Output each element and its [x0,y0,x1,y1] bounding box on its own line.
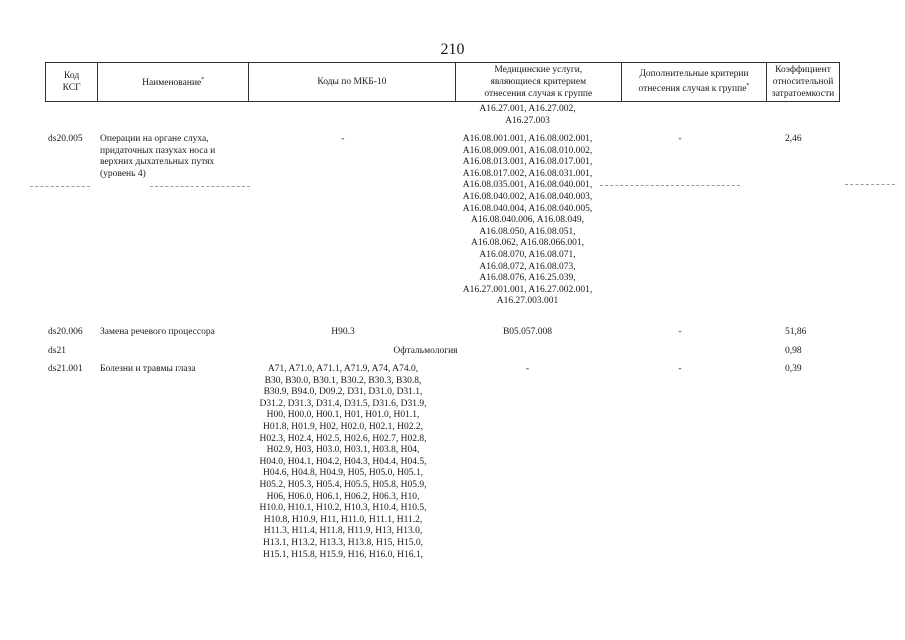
scan-artifact-line [150,186,250,188]
header-services-text: Медицинские услуги, являющиеся критерием отнесения случая к группе [484,65,593,99]
row-services: - [525,364,530,374]
row-code: ds20.005 [48,134,83,144]
scan-artifact-line [30,186,90,188]
row-mkb: H90.3 [331,327,355,337]
row-coefficient: 0,39 [785,364,802,374]
header-mkb-text: Коды по МКБ-10 [317,77,387,87]
row-code: ds21 [48,346,66,356]
row-extra: - [678,364,682,374]
row-mkb: - [341,134,345,144]
header-extra-footnote-mark: * [746,83,750,90]
row-name: Операции на органе слуха, придаточных пазухах носа и верхних дыхательных путях (уровень 4) [100,134,216,179]
row-mkb: A71, A71.0, A71.1, A71.9, A74, A74.0, B30, B30.0, B30.1, B30.2, B30.3, B30.8, B30.9, B94.0, D09.2, D31, D31.0, D31.1, D31.2, D31.3, D31.4, D31.5, D31.6, D31.9, H00, H00.0, H00.1, H01, H01.0, H01.1, H01.8, H01.9, H02, H02.0, H02.1, H02.2, H02.3, H02.4, H02.5, H02.6, H02.7, H02.8, H02.9, H03, H03.0, H03.1, H03.8, H04, H04.0, H04.1, H04.2, H04.3, H04.4, H04.5, H04.6, H04.8, H04.9, H05, H05.0, H05.1, H05.2, H05.3, H05.4, H05.5, H05.8, H05.9, H06, H06.0, H06.1, H06.2, H06.3, H10, H10.0, H10.1, H10.2, H10.3, H10.4, H10.5, H10.8, H10.9, H11, H11.0, H11.1, H11.2, H11.3, H11.4, H11.8, H11.9, H13, H13.0, H13.1, H13.2, H13.3, H13.8, H15, H15.0, H15.1, H15.8, H15.9, H16, H16.0, H16.1, [259,364,427,560]
header-name [98,63,249,102]
chapter-title: Офтальмология [393,346,458,356]
scan-artifact-line [600,185,740,187]
row-name: Болезни и травмы глаза [100,364,196,374]
row-code: ds21.001 [48,364,83,374]
header-name-footnote-mark: * [201,77,205,84]
header-name-text: Наименование [142,78,202,89]
header-coefficient [767,63,840,102]
carry-over-services: A16.27.001, A16.27.002, A16.27.003 [479,104,576,126]
row-coefficient: 51,86 [785,327,807,337]
scan-artifact-line [845,184,895,186]
header-code [46,63,98,102]
row-name: Замена речевого процессора [100,327,215,337]
row-coefficient: 2,46 [785,134,802,144]
header-code-text: Код КСГ [62,71,81,93]
row-coefficient: 0,98 [785,346,802,356]
row-extra: - [678,327,682,337]
row-services: A16.08.001.001, A16.08.002.001, A16.08.009.001, A16.08.010.002, A16.08.013.001, A16.08.017.001, A16.08.017.002, A16.08.031.001, A16.08.035.001, A16.08.040.001, A16.08.040.002, A16.08.040.003, A16.08.040.004, A16.08.040.005, A16.08.040.006, A16.08.049, A16.08.050, A16.08.051, A16.08.062, A16.08.066.001, A16.08.070, A16.08.071, A16.08.072, A16.08.073, A16.08.076, A16.25.039, A16.27.001.001, A16.27.002.001, A16.27.003.001 [462,134,593,307]
header-coef-text: Коэффициент относительной затратоемкости [771,65,835,99]
table-header [45,62,840,102]
row-services: B05.057.008 [502,327,553,337]
header-extra-text: Дополнительные критерии отнесения случая к группе [638,69,749,95]
header-services [455,63,621,102]
page-number: 210 [440,41,465,58]
header-mkb [249,63,456,102]
row-code: ds20.006 [48,327,83,337]
row-extra: - [678,134,682,144]
header-extra-criteria [621,63,766,102]
